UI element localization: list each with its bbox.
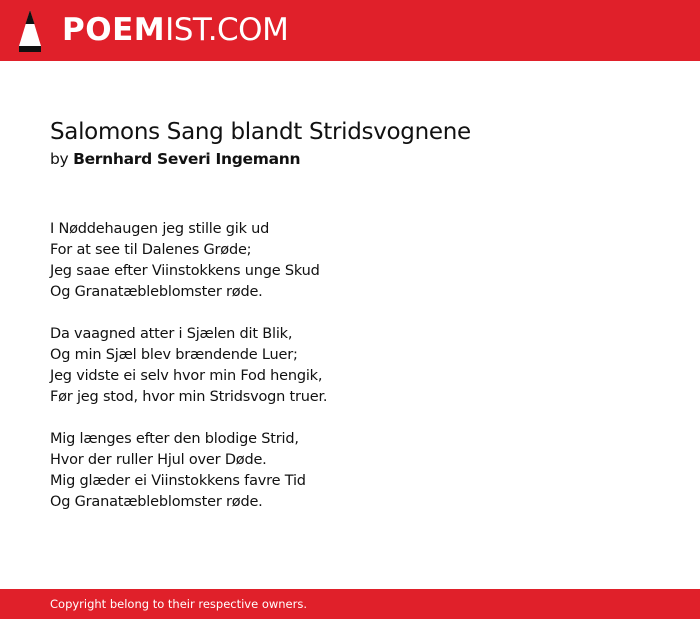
poem-byline — [50, 149, 300, 169]
poem-line: Og Granatæbleblomster røde. — [50, 284, 263, 300]
pencil-tip-icon[interactable] — [17, 10, 43, 52]
byline-prefix: by — [50, 150, 69, 168]
poem-line: For at see til Dalenes Grøde; — [50, 242, 252, 258]
poem-line: Mig glæder ei Viinstokkens favre Tid — [50, 473, 306, 489]
poem-line: Og Granatæbleblomster røde. — [50, 494, 263, 510]
site-logo[interactable] — [62, 12, 288, 48]
logo-text-bold: POEM — [62, 12, 166, 48]
poem-line: Og min Sjæl blev brændende Luer; — [50, 347, 298, 363]
stanza — [50, 219, 327, 303]
poem-line: Før jeg stod, hvor min Stridsvogn truer. — [50, 389, 328, 405]
poem-title: Salomons Sang blandt Stridsvognene — [50, 119, 471, 145]
logo-text-light: IST.COM — [165, 12, 289, 48]
poem-line: Mig længes efter den blodige Strid, — [50, 431, 299, 447]
poem-line: I Nøddehaugen jeg stille gik ud — [50, 221, 270, 237]
copyright-notice: Copyright belong to their respective owners. — [50, 597, 308, 611]
poem-line: Hvor der ruller Hjul over Døde. — [50, 452, 267, 468]
poem-body — [50, 219, 327, 534]
author-name[interactable]: Bernhard Severi Ingemann — [73, 150, 301, 168]
stanza — [50, 324, 327, 408]
site-footer — [0, 589, 700, 619]
poem-line: Jeg vidste ei selv hvor min Fod hengik, — [50, 368, 323, 384]
poem-line: Jeg saae efter Viinstokkens unge Skud — [50, 263, 320, 279]
poem-line: Da vaagned atter i Sjælen dit Blik, — [50, 326, 293, 342]
stanza — [50, 429, 327, 513]
site-header — [0, 0, 700, 61]
